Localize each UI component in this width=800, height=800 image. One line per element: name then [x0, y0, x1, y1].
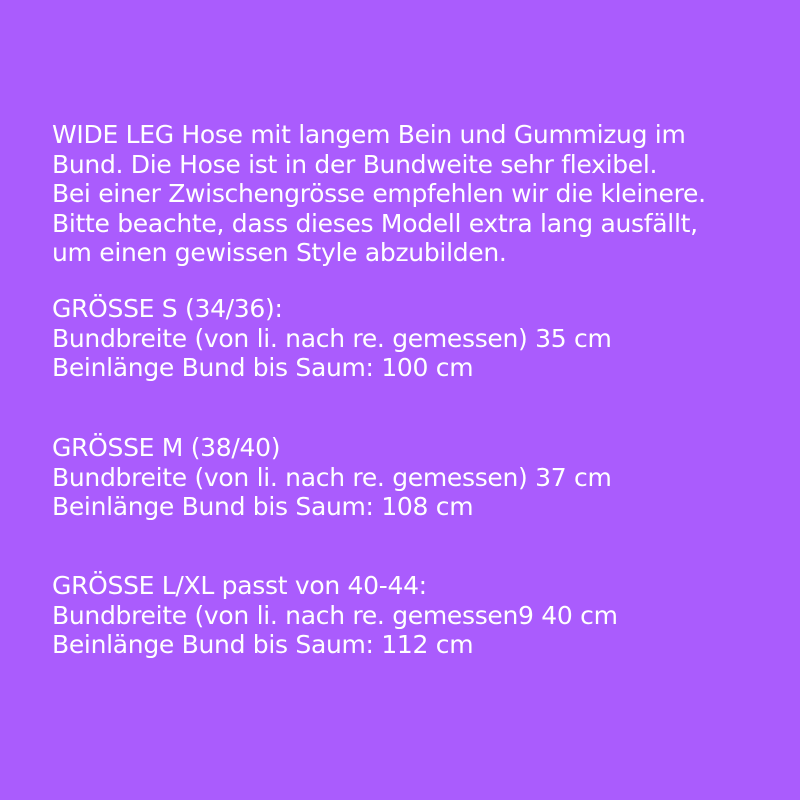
size-heading: GRÖSSE S (34/36):: [52, 294, 283, 323]
intro-line: um einen gewissen Style abzubilden.: [52, 238, 507, 267]
intro-line: Bei einer Zwischengrösse empfehlen wir die kleinere.: [52, 179, 706, 208]
size-l-xl-section: [52, 571, 792, 660]
size-s-section: [52, 294, 792, 383]
size-length: Beinlänge Bund bis Saum: 100 cm: [52, 353, 474, 382]
intro-line: WIDE LEG Hose mit langem Bein und Gummizug im: [52, 120, 686, 149]
size-waist: Bundbreite (von li. nach re. gemessen) 37 cm: [52, 462, 612, 492]
size-m-section: [52, 433, 792, 522]
intro-paragraph: [52, 120, 792, 268]
size-waist: Bundbreite (von li. nach re. gemessen) 35 cm: [52, 323, 612, 353]
size-heading: GRÖSSE M (38/40): [52, 433, 281, 462]
intro-line: Bund. Die Hose ist in der Bundweite sehr flexibel.: [52, 149, 658, 179]
size-length: Beinlänge Bund bis Saum: 108 cm: [52, 492, 474, 521]
intro-line: Bitte beachte, dass dieses Modell extra lang ausfällt,: [52, 208, 698, 238]
size-waist: Bundbreite (von li. nach re. gemessen9 40 cm: [52, 600, 618, 630]
size-heading: GRÖSSE L/XL passt von 40-44:: [52, 571, 427, 600]
size-length: Beinlänge Bund bis Saum: 112 cm: [52, 630, 474, 659]
